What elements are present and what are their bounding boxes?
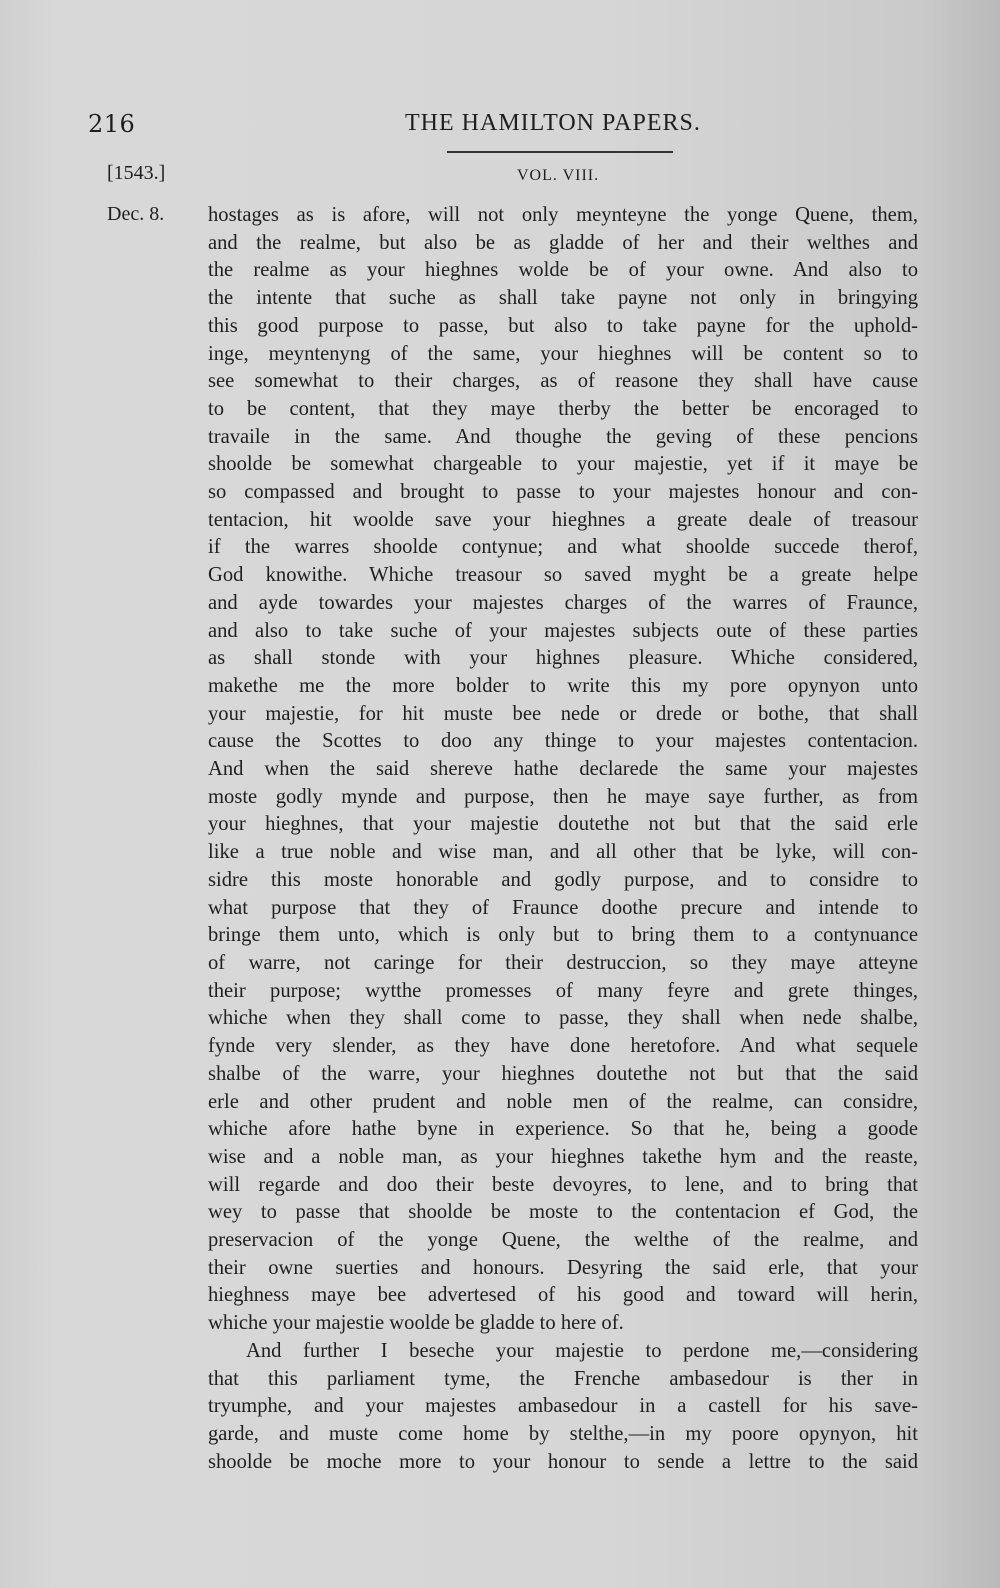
text-line: their owne suerties and honours. Desyring the said erle, that your <box>208 1256 918 1279</box>
text-line: this good purpose to passe, but also to take payne for the uphold- <box>208 314 918 337</box>
volume-label: VOL. VIII. <box>517 167 600 184</box>
text-line: and ayde towardes your majestes charges of the warres of Fraunce, <box>208 591 918 614</box>
paragraph-start-line: And further I beseche your majestie to perdone me,—considering <box>246 1339 918 1362</box>
text-line: of warre, not caringe for their destruccion, so they maye atteyne <box>208 951 918 974</box>
text-line: God knowithe. Whiche treasour so saved myght be a greate helpe <box>208 564 918 587</box>
text-line: your majestie, for hit muste bee nede or drede or bothe, that shall <box>208 702 918 725</box>
text-line: and the realme, but also be as gladde of her and their welthes and <box>208 231 918 254</box>
text-line: garde, and muste come home by stelthe,—in my poore opynyon, hit <box>208 1422 918 1445</box>
running-title: THE HAMILTON PAPERS. <box>405 110 701 136</box>
text-line: wise and a noble man, as your hieghnes takethe hym and the reaste, <box>208 1145 918 1168</box>
page-number: 216 <box>88 110 136 138</box>
text-line: hieghness maye bee advertesed of his good and toward will herin, <box>208 1284 918 1307</box>
title-rule <box>447 151 673 153</box>
text-line: preservacion of the yonge Quene, the welthe of the realme, and <box>208 1229 918 1252</box>
text-line: tryumphe, and your majestes ambasedour in a castell for his save- <box>208 1395 918 1418</box>
text-line: tentacion, hit woolde save your hieghnes a greate deale of treasour <box>208 508 918 531</box>
text-line: shalbe of the warre, your hieghnes doutethe not but that the said <box>208 1062 918 1085</box>
text-line: will regarde and doo their beste devoyres, to lene, and to bring that <box>208 1173 918 1196</box>
text-line: if the warres shoolde contynue; and what shoolde succede therof, <box>208 536 918 559</box>
text-line: your hieghnes, that your majestie doutethe not but that the said erle <box>208 813 918 836</box>
text-line: the intente that suche as shall take payne not only in bringying <box>208 287 918 310</box>
text-line: moste godly mynde and purpose, then he maye saye further, as from <box>208 785 918 808</box>
text-line: hostages as is afore, will not only meynteyne the yonge Quene, them, <box>208 204 918 226</box>
text-line: shoolde be somewhat chargeable to your majestie, yet if it maye be <box>208 453 918 476</box>
text-line: cause the Scottes to doo any thinge to your majestes contentacion. <box>208 730 918 753</box>
text-line: their purpose; wytthe promesses of many feyre and grete thinges, <box>208 979 918 1002</box>
text-line: so compassed and brought to passe to your majestes honour and con- <box>208 481 918 504</box>
text-line: travaile in the same. And thoughe the geving of these pencions <box>208 425 918 448</box>
text-line: like a true noble and wise man, and all other that be lyke, will con- <box>208 841 918 864</box>
text-line: whiche when they shall come to passe, they shall when nede shalbe, <box>208 1007 918 1030</box>
text-line: as shall stonde with your highnes pleasure. Whiche considered, <box>208 647 918 670</box>
date-margin-note: Dec. 8. <box>107 203 165 225</box>
year-margin-note: [1543.] <box>107 162 166 184</box>
text-line: what purpose that they of Fraunce doothe precure and intende to <box>208 896 918 919</box>
text-line: inge, meyntenyng of the same, your hieghnes will be content so to <box>208 342 918 365</box>
text-line: see somewhat to their charges, as of reasone they shall have cause <box>208 370 918 393</box>
text-line: whiche afore hathe byne in experience. So that he, being a goode <box>208 1118 918 1141</box>
text-line: to be content, that they maye therby the better be encoraged to <box>208 397 918 420</box>
text-line: the realme as your hieghnes wolde be of your owne. And also to <box>208 259 918 282</box>
text-line: erle and other prudent and noble men of the realme, can considre, <box>208 1090 918 1113</box>
text-line: shoolde be moche more to your honour to sende a lettre to the said <box>208 1450 918 1473</box>
text-line: fynde very slender, as they have done heretofore. And what sequele <box>208 1035 918 1058</box>
body-text <box>208 202 918 1476</box>
text-line: that this parliament tyme, the Frenche ambasedour is ther in <box>208 1367 918 1390</box>
text-line: bringe them unto, which is only but to bring them to a contynuance <box>208 924 918 947</box>
text-line: makethe me the more bolder to write this my pore opynyon unto <box>208 674 918 697</box>
text-line: wey to passe that shoolde be moste to the contentacion ef God, the <box>208 1201 918 1224</box>
paragraph-end-line: whiche your majestie woolde be gladde to here of. <box>208 1312 624 1335</box>
text-line: sidre this moste honorable and godly purpose, and to considre to <box>208 868 918 891</box>
text-line: and also to take suche of your majestes subjects oute of these parties <box>208 619 918 642</box>
text-line: And when the said shereve hathe declarede the same your majestes <box>208 758 918 781</box>
